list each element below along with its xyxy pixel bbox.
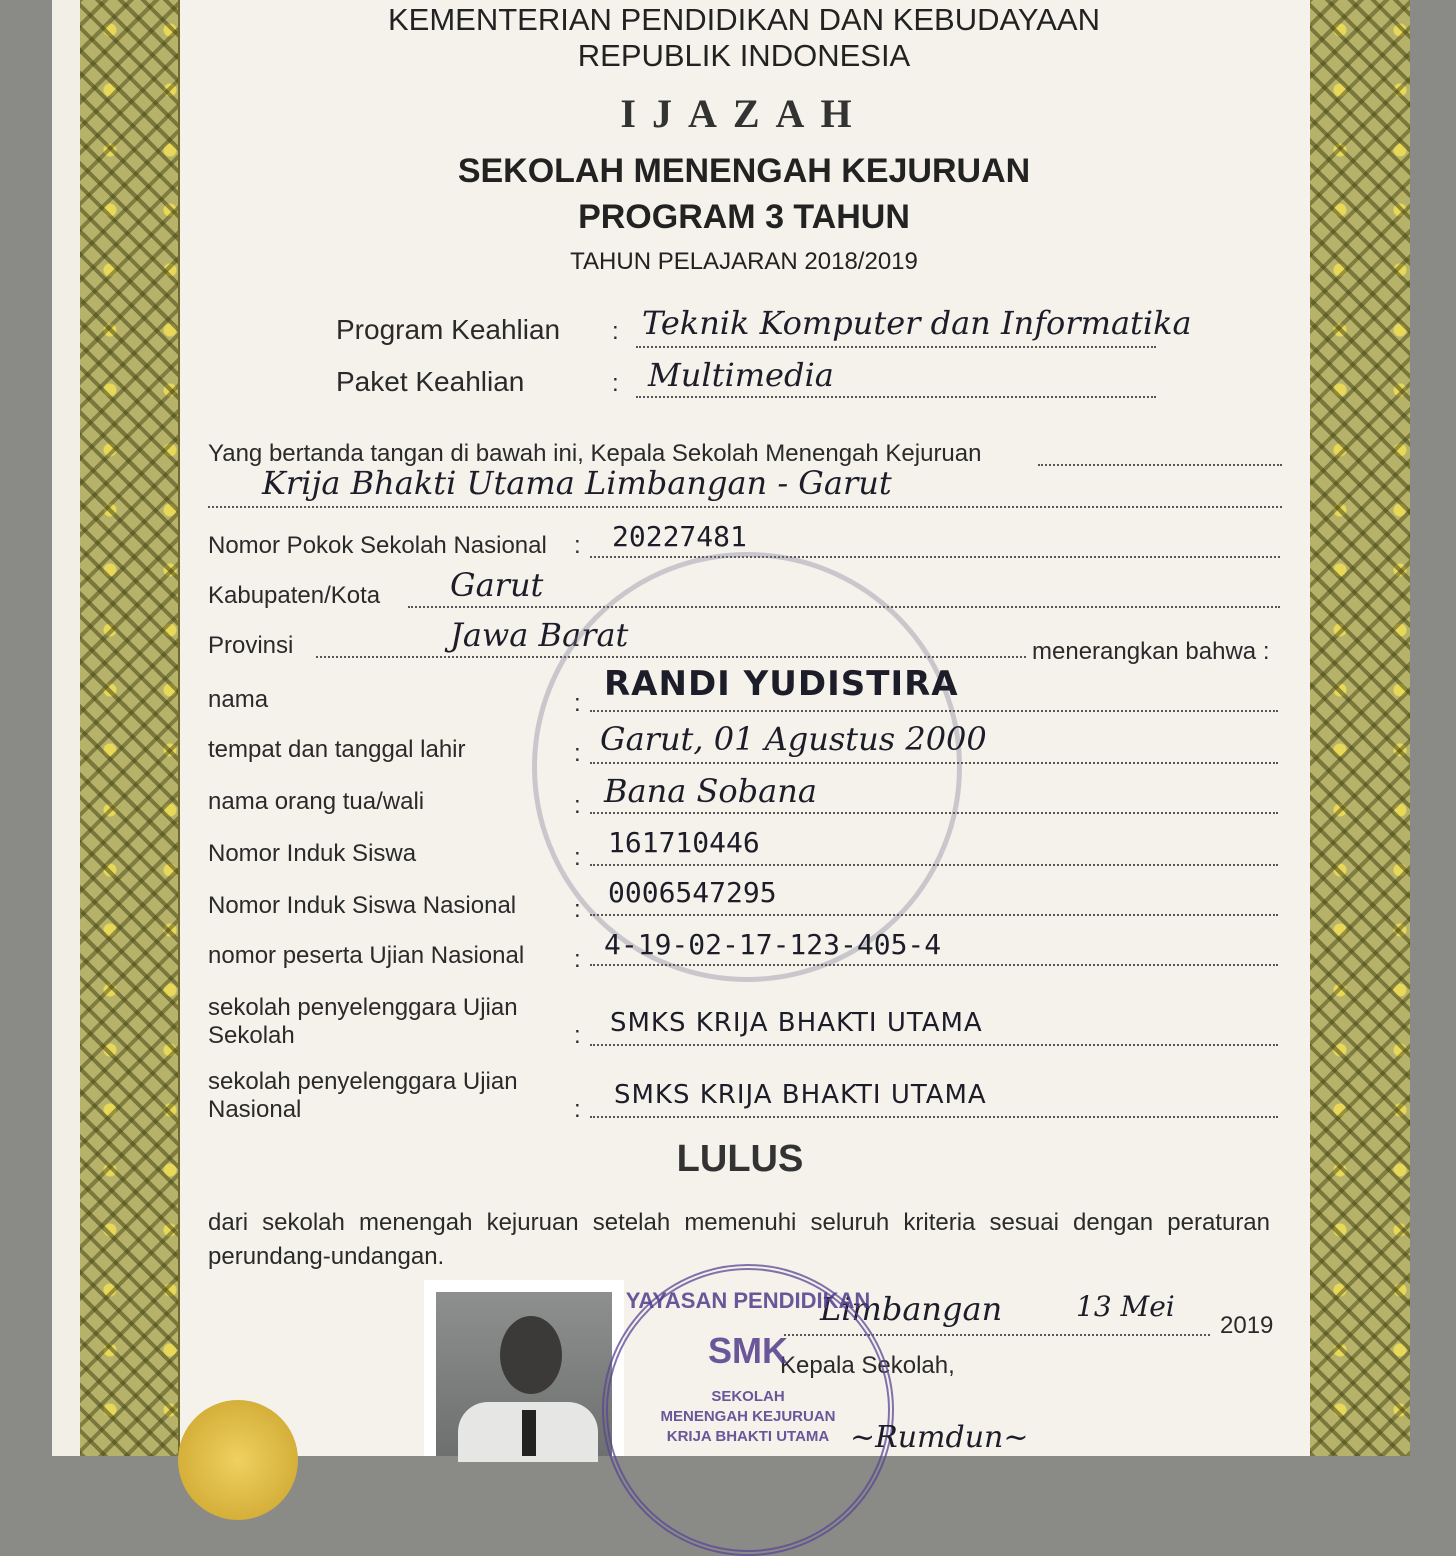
principal-role: Kepala Sekolah,: [780, 1352, 955, 1379]
dotted-line: [636, 396, 1156, 398]
us-school-value: SMKS KRIJA BHAKTI UTAMA: [610, 1008, 983, 1038]
signing-date: 13 Mei: [1076, 1290, 1175, 1323]
province-label: Provinsi: [208, 632, 294, 659]
un-school-label-line-2: Nasional: [208, 1096, 302, 1123]
signing-year: 2019: [1220, 1312, 1274, 1339]
dotted-line: [636, 346, 1156, 348]
ministry-heading: [178, 2, 1310, 74]
student-name-value: RANDI YUDISTIRA: [604, 664, 959, 704]
parent-value: Bana Sobana: [604, 772, 817, 810]
ministry-line-1: KEMENTERIAN PENDIDIKAN DAN KEBUDAYAAN: [388, 2, 1100, 37]
package-value: Multimedia: [648, 356, 834, 394]
un-number-label: nomor peserta Ujian Nasional: [208, 942, 525, 969]
dotted-line: [208, 506, 1282, 508]
colon: :: [574, 1022, 581, 1049]
kabupaten-label: Kabupaten/Kota: [208, 582, 381, 609]
program-duration: PROGRAM 3 TAHUN: [578, 198, 910, 236]
graduation-status: LULUS: [676, 1138, 804, 1180]
document-title: IJAZAH: [620, 91, 868, 136]
states-label: menerangkan bahwa: [1032, 638, 1257, 665]
birth-label: tempat dan tanggal lahir: [208, 736, 466, 763]
colon: :: [574, 1096, 581, 1123]
npsn-label: Nomor Pokok Sekolah Nasional: [208, 532, 547, 559]
parent-label: nama orang tua/wali: [208, 788, 425, 815]
graduation-statement: dari sekolah menengah kejuruan setelah memenuhi seluruh kriteria sesuai dengan peraturan perundang-undangan.: [208, 1209, 1270, 1270]
dotted-line: [590, 812, 1278, 814]
program-value: Teknik Komputer dan Informatika: [642, 304, 1192, 342]
nis-label: Nomor Induk Siswa: [208, 840, 417, 867]
principal-signature: ~Rumdun~: [850, 1420, 1029, 1455]
gold-seal: [178, 1400, 298, 1520]
photo-head: [500, 1316, 562, 1394]
stamp-ring-text: YAYASAN PENDIDIKAN: [625, 1288, 871, 1313]
school-type: SEKOLAH MENENGAH KEJURUAN: [457, 152, 1031, 190]
ornamental-border-right: [1310, 0, 1410, 1456]
nis-value: 161710446: [608, 826, 760, 859]
colon: :: [574, 896, 581, 923]
province-value: Jawa Barat: [450, 616, 629, 654]
colon: :: [574, 946, 581, 973]
colon: :: [574, 792, 581, 819]
us-school-label-line-2: Sekolah: [208, 1022, 295, 1049]
dotted-line: [590, 864, 1278, 866]
photo-tie: [522, 1410, 536, 1456]
dotted-line: [590, 1044, 1278, 1046]
un-school-value: SMKS KRIJA BHAKTI UTAMA: [614, 1080, 987, 1110]
states-text: menerangkan bahwa :: [1032, 638, 1270, 665]
colon: :: [612, 370, 619, 397]
student-photo: [424, 1280, 624, 1456]
ministry-line-2: REPUBLIK INDONESIA: [577, 38, 911, 73]
intro-text: Yang bertanda tangan di bawah ini, Kepala Sekolah Menengah Kejuruan: [208, 440, 982, 467]
academic-year: TAHUN PELAJARAN 2018/2019: [570, 248, 918, 275]
npsn-value: 20227481: [612, 520, 747, 553]
kabupaten-value: Garut: [450, 566, 544, 604]
us-school-label-line-1: sekolah penyelenggara Ujian: [208, 994, 518, 1021]
colon: :: [574, 690, 581, 717]
program-label: Program Keahlian: [336, 314, 561, 345]
colon: :: [574, 740, 581, 767]
dotted-line: [590, 914, 1278, 916]
stamp-line-3: KRIJA BHAKTI UTAMA: [666, 1428, 830, 1445]
birth-value: Garut, 01 Agustus 2000: [600, 720, 987, 758]
un-school-label: [208, 1068, 518, 1124]
school-name-value: Krija Bhakti Utama Limbangan - Garut: [262, 464, 892, 502]
dotted-line: [590, 1116, 1278, 1118]
stamp-line-2: MENENGAH KEJURUAN: [660, 1408, 836, 1425]
un-number-value: 4-19-02-17-123-405-4: [604, 928, 942, 961]
student-name-label: nama: [208, 686, 269, 713]
dotted-line: [1038, 464, 1282, 466]
un-school-label-line-1: sekolah penyelenggara Ujian: [208, 1068, 518, 1095]
dotted-line: [590, 710, 1278, 712]
nisn-value: 0006547295: [608, 876, 777, 909]
colon: :: [612, 318, 619, 345]
colon: :: [574, 532, 581, 559]
stamp-line-1: SEKOLAH: [711, 1388, 785, 1405]
school-stamp: [602, 1264, 894, 1556]
colon: :: [574, 844, 581, 871]
signing-place: Limbangan: [820, 1290, 1003, 1328]
dotted-line: [590, 762, 1278, 764]
package-label: Paket Keahlian: [336, 366, 525, 397]
us-school-label: [208, 994, 518, 1050]
ornamental-border-left: [80, 0, 180, 1456]
photo-image: [436, 1292, 612, 1456]
dotted-line: [590, 964, 1278, 966]
nisn-label: Nomor Induk Siswa Nasional: [208, 892, 517, 919]
stamp-center-text: SMK: [708, 1330, 788, 1371]
faint-stamp-mark: [532, 552, 962, 982]
